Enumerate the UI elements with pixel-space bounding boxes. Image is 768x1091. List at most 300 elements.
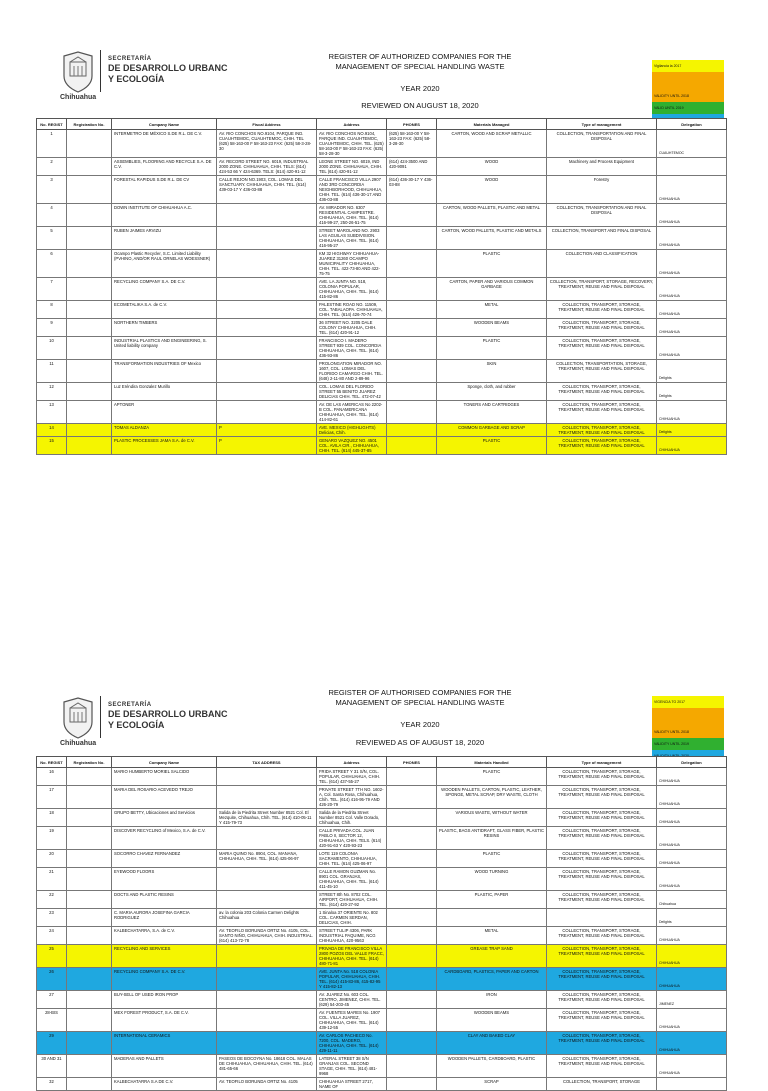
registration-number-cell [67,337,112,360]
validity-legend [652,696,724,762]
company-name-cell: DISCOVER RECYCLING of Mexico, S.A. de C.V. [112,827,217,850]
secretaria-logo [60,50,260,100]
delegation-cell: CUAUHTEMOC [657,130,727,158]
reviewed-date: REVIEWED AS OF AUGUST 18, 2020 [355,738,485,747]
company-name-cell: INTERNATIONAL CERAMICS [112,1032,217,1055]
register-title [270,688,570,708]
materials-cell: METAL [437,301,547,319]
legend-item [652,708,724,726]
management-type-cell: COLLECTION, TRANSPORT, STORAGE, TREATMENT, REUSE AND FINAL DISPOSAL [547,968,657,991]
phones-cell [387,827,437,850]
phones-cell [387,227,437,250]
management-type-cell: COLLECTION, TRANSPORT, STORAGE, TREATMENT, REUSE AND FINAL DISPOSAL [547,319,657,337]
fiscal-address-cell: av. la colonia 203 Colonia Carmen Delights Chihuahua [217,909,317,927]
materials-cell: CARTON, WOOD PALLETS, PLASTIC AND METAL [437,204,547,227]
delegation-cell: CHIHUAHUA [657,250,727,278]
address-cell: PROLONGATION MIRADOR NO. 1607, COL. LOMAS DEL FLORIDO CAMARGO CHIH. TEL. (648) 2-11-80 AND 2-89-96 [317,360,387,383]
fiscal-address-cell: MARIA QUINO No. 8904, COL. MANANA, CHIHUAHUA, CHIH. TEL. (614) 425-06-97 [217,850,317,868]
registry-number-cell: 16 [37,768,67,786]
address-cell: 36 STREET NO. 3205 DALE COLONY CHIHUAHUA, CHIH. TEL. (614) 420-91-12 [317,319,387,337]
phones-cell [387,301,437,319]
address-cell: CALLE FRANCISCO VILLA 2907 AND 3RD CONCORDIA NEIGHBORHOOD, CHIHUAHUA, CHIH. TEL. (614) 436-30-17 AND 436-03-88 [317,176,387,204]
table-row [37,968,727,991]
companies-table [36,118,727,455]
delegation-cell: CHIHUAHUA [657,227,727,250]
register-title [270,52,570,72]
registry-number-cell: 20 [37,850,67,868]
registry-number-cell: 1 [37,130,67,158]
management-type-cell: COLLECTION, TRANSPORT, STORAGE, TREATMENT, REUSE AND FINAL DISPOSAL [547,927,657,945]
title-line-2: MANAGEMENT OF SPECIAL HANDLING WASTE [335,698,505,707]
column-header: Company Name [112,757,217,768]
materials-cell: WOOD [437,176,547,204]
registry-number-cell: 24 [37,927,67,945]
company-name-cell: BUY-SELL OF USED IRON PROP [112,991,217,1009]
department-line-2: Y ECOLOGÍA [108,74,165,84]
fiscal-address-cell [217,401,317,424]
delegation-cell: Delights [657,909,727,927]
management-type-cell: COLLECTION, TRANSPORT, STORAGE, TREATMENT, REUSE AND FINAL DISPOSAL [547,786,657,809]
registry-number-cell: 26 [37,968,67,991]
legend-item: Vigilancia la 2017 [652,60,724,72]
fiscal-address-cell [217,250,317,278]
registry-number-cell: 19 [37,827,67,850]
phones-cell [387,968,437,991]
table-row [37,868,727,891]
column-header: Registration No. [67,119,112,130]
registration-number-cell [67,437,112,455]
management-type-cell: COLLECTION, TRANSPORT, STORAGE, TREATMENT, REUSE AND FINAL DISPOSAL [547,945,657,968]
phones-cell [387,278,437,301]
address-cell: PALESTINE ROAD NO. 11509, COL. TABALAOPA. CHIHUAHUA, CHIH. TEL. (614) 426-70-74 [317,301,387,319]
phones-cell [387,337,437,360]
management-type-cell: COLLECTION, TRANSPORT, STORAGE, TREATMENT, REUSE AND FINAL DISPOSAL [547,991,657,1009]
delegation-cell: CHIHUAHUA [657,809,727,827]
delegation-cell: CHIHUAHUA [657,868,727,891]
column-header: Delegation [657,119,727,130]
company-name-cell: Luz Eréndira Gonzalez Murillo [112,383,217,401]
table-row [37,1032,727,1055]
legend-item: VIGENCIA TO 2017 [652,696,724,708]
company-name-cell: TOMAS ALDANZA [112,424,217,437]
address-cell: CALLE PRIVADA COL. JUAN PABLO II, SECTOR 12, CHIHUAHUA, CHIH. TELS. (614) 420-91-63 Y 420-93-23 [317,827,387,850]
phones-cell [387,1055,437,1078]
phones-cell [387,319,437,337]
fiscal-address-cell [217,868,317,891]
company-name-cell: INDUSTRIAL PLASTICS AND ENGINEERING, S. United liability company [112,337,217,360]
address-cell: KM 32 HIGHWAY CHIHUAHUA-JUAREZ 31260 OCAMPO MUNICIPALITY CHIHUAHUA, CHIH. TEL. 422-73-80 AND 422-75-75 [317,250,387,278]
phones-cell [387,1078,437,1091]
delegation-cell: CHIHUAHUA [657,1055,727,1078]
secretaria-label: SECRETARÍA [108,702,152,708]
registration-number-cell [67,401,112,424]
materials-cell: PLASTIC [437,337,547,360]
management-type-cell: COLLECTION, TRANSPORT, STORAGE, TREATMENT, REUSE AND FINAL DISPOSAL [547,1032,657,1055]
registration-number-cell [67,176,112,204]
delegation-cell: Delights [657,424,727,437]
fiscal-address-cell: AV. TEOFILO BORUNDA ORTIZ No. 4105 [217,1078,317,1091]
column-header: PHONES [387,119,437,130]
registry-number-cell: 32 [37,1078,67,1091]
column-header: TAX ADDRESS [217,757,317,768]
management-type-cell: COLLECTION, TRANSPORT, STORAGE, TREATMENT, REUSE AND FINAL DISPOSAL [547,1009,657,1032]
company-name-cell: APTONER [112,401,217,424]
registration-number-cell [67,827,112,850]
year-label: YEAR 2020 [400,720,440,729]
company-name-cell: MARIO HUMBERTO MORIEL SALCIDO [112,768,217,786]
company-name-cell: ASSEMBLIES, FLOORING AND RECYCLE S.A. DE C.V. [112,158,217,176]
materials-cell: SCRAP [437,1078,547,1091]
table-row [37,401,727,424]
registration-number-cell [67,250,112,278]
fiscal-address-cell [217,278,317,301]
delegation-cell: CHIHUAHUA [657,850,727,868]
company-name-cell: TRANSFORMATION INDUSTRIES OF Mexico [112,360,217,383]
company-name-cell: RECYCLING COMPANY S.A. DE C.V. [112,968,217,991]
management-type-cell: COLLECTION, TRANSPORT, STORAGE, TREATMENT, REUSE AND FINAL DISPOSAL [547,383,657,401]
table-row [37,809,727,827]
address-cell: STREET MAROLAND NO. 2903 LAS AGUILAS SUBDIVISION. CHIHUAHUA, CHIH. TEL. (614) 416-95-27 [317,227,387,250]
management-type-cell: COLLECTION, TRANSPORT, STORAGE, TREATMENT, REUSE AND FINAL DISPOSAL [547,768,657,786]
table-row [37,827,727,850]
address-cell: Salida de la Piedrita Street Number 8521 Col. Valle Dorado, Chihuahua, Chih. [317,809,387,827]
fiscal-address-cell [217,319,317,337]
legend-item: VALIDITY UNTIL 2018 [652,90,724,102]
management-type-cell: COLLECTION, TRANSPORT, STORAGE, TREATMENT, REUSE AND FINAL DISPOSAL [547,401,657,424]
materials-cell: CARDBOARD, PLASTICS, PAPER AND CARTON [437,968,547,991]
management-type-cell: COLLECTION, TRANSPORT, STORAGE, TREATMENT, REUSE AND FINAL DISPOSAL [547,424,657,437]
city-name: Chihuahua [60,740,97,747]
year-label: YEAR 2020 [400,84,440,93]
secretaria-label: SECRETARÍA [108,56,152,62]
delegation-cell: CHIHUAHUA [657,827,727,850]
management-type-cell: COLLECTION, TRANSPORT, STORAGE, TREATMENT, REUSE AND FINAL DISPOSAL [547,809,657,827]
materials-cell: PLASTIC [437,850,547,868]
chihuahua-seal-icon [60,696,96,740]
company-name-cell: PLASTIC PROCESSES JAMA S.A. de C.V. [112,437,217,455]
fiscal-address-cell [217,337,317,360]
fiscal-address-cell [217,204,317,227]
address-cell: GENARO VAZQUEZ NO. 4501 COL. AVILA CIR., CHIHUAHUA, CHIH. TEL. (614) 445-37-85 [317,437,387,455]
management-type-cell: COLLECTION, TRANSPORT, STORAGE, TREATMENT, REUSE AND FINAL DISPOSAL [547,437,657,455]
materials-cell: METAL [437,927,547,945]
company-name-cell: SOCORRO CHAVEZ FERNANDEZ [112,850,217,868]
registry-number-cell: 12 [37,383,67,401]
column-header: Type of management [547,757,657,768]
phones-cell [387,945,437,968]
table-row [37,437,727,455]
phones-cell [387,401,437,424]
chihuahua-seal-icon [60,50,96,94]
table-row [37,1055,727,1078]
company-name-cell: DOCTS AND PLASTIC RESINS [112,891,217,909]
address-cell: LOTE 119 COLONIA SACRAMENTO, CHIHUAHUA, CHIH. TEL. (614) 425-06-97 [317,850,387,868]
title-line-1: REGISTER OF AUTHORIZED COMPANIES FOR THE [328,52,512,61]
phones-cell: (614) 424-3500 AND 420-9091 [387,158,437,176]
management-type-cell: COLLECTION, TRANSPORT, STORAGE, TREATMENT, REUSE AND FINAL DISPOSAL [547,1055,657,1078]
company-name-cell: KALBECHATARRA, S.A. de C.V. [112,927,217,945]
delegation-cell: CHIHUAHUA [657,927,727,945]
delegation-cell: CHIHUAHUA [657,401,727,424]
fiscal-address-cell [217,383,317,401]
delegation-cell: CHIHUAHUA [657,319,727,337]
company-name-cell: GRUPO BETTY, Ubicaciones and Servicios [112,809,217,827]
address-cell: CHIHUAHUA STREET 2717, NAME OF [317,1078,387,1091]
table-row [37,945,727,968]
fiscal-address-cell: AV. TEOFILO BORUNDA ORTIZ No. 4105, COL. SANTO NIÑO, CHIHUAHUA, CHIH. INDUSTRIAL. (614) 413-72-78 [217,927,317,945]
address-cell: AVE. MEXICO (HIGHLIGHTS) Delicias, Chih. [317,424,387,437]
delegation-cell: CHIHUAHUA [657,337,727,360]
company-name-cell: MADERAS AND PALLETS [112,1055,217,1078]
registration-number-cell [67,968,112,991]
table-row [37,768,727,786]
column-header: Materials Managed [437,119,547,130]
materials-cell: CARTON, WOOD PALLETS, PLASTIC AND METALS [437,227,547,250]
management-type-cell: COLLECTION, TRANSPORT, STORAGE [547,1078,657,1091]
address-cell: AV. JUAREZ No. 603 COL. CENTRO, JIMENEZ, CHIH. TEL. (629) 54-203-45 [317,991,387,1009]
phones-cell [387,383,437,401]
title-line-1: REGISTER OF AUTHORISED COMPANIES FOR THE [328,688,512,697]
logo-divider [100,50,101,92]
company-name-cell: Ocampo Plastic Recycler, S.C. Limited Liability (PVHINO, AND/OR RAUL ORNELAS WOESSNER) [112,250,217,278]
company-name-cell: KALBECHATARRA S.A DE C.V. [112,1078,217,1091]
management-type-cell: COLLECTION, TRANSPORT AND FINAL DISPOSAL [547,227,657,250]
fiscal-address-cell [217,1032,317,1055]
delegation-cell: CHIHUAHUA [657,1009,727,1032]
registry-number-cell: 18 [37,809,67,827]
fiscal-address-cell [217,991,317,1009]
management-type-cell: COLLECTION, TRANSPORT, STORAGE, TREATMENT, REUSE AND FINAL DISPOSAL [547,301,657,319]
registration-number-cell [67,158,112,176]
fiscal-address-cell: P [217,424,317,437]
table-row [37,176,727,204]
materials-cell: PLASTIC [437,437,547,455]
registry-number-cell: 14 [37,424,67,437]
registration-number-cell [67,383,112,401]
delegation-cell: CHIHUAHUA [657,301,727,319]
phones-cell: (614) 436-30-17 Y 436-03-88 [387,176,437,204]
column-header: Address [317,757,387,768]
phones-cell [387,204,437,227]
company-name-cell: RUBEN JAIMES ARVIZU [112,227,217,250]
registration-number-cell [67,424,112,437]
company-name-cell: NORTHERN TIMBERS [112,319,217,337]
phones-cell [387,250,437,278]
registry-number-cell: 30 AND 31 [37,1055,67,1078]
company-name-cell: RECYCLING AND SERVICES [112,945,217,968]
delegation-cell: CHIHUAHUA [657,768,727,786]
delegation-cell: Delights [657,360,727,383]
management-type-cell: COLLECTION, TRANSPORTATION, STORAGE, TREATMENT, REUSE AND FINAL DISPOSAL [547,360,657,383]
column-header: Delegation [657,757,727,768]
registration-number-cell [67,868,112,891]
materials-cell: IRON [437,991,547,1009]
materials-cell: GREASE TRAP SAND [437,945,547,968]
company-name-cell: C. MARIA AURORA JOSEFINA GARCIA RODRIGUEZ [112,909,217,927]
registry-number-cell: 15 [37,437,67,455]
table-row [37,383,727,401]
phones-cell [387,1032,437,1055]
phones-cell [387,927,437,945]
column-header: Materials Handled [437,757,547,768]
management-type-cell: COLLECTION, TRANSPORT, STORAGE, TREATMENT, REUSE AND FINAL DISPOSAL [547,868,657,891]
materials-cell: COMMON GARBAGE AND SCRAP [437,424,547,437]
materials-cell: PLASTIC [437,250,547,278]
phones-cell [387,786,437,809]
address-cell: PRIVATE STREET 7TH NO. 1602-A, Col. Santa Rosa, Chihuahua, Chih. TEL. (614) 416-95-79 AND 426-20-79 [317,786,387,809]
delegation-cell: CHIHUAHUA [657,437,727,455]
fiscal-address-cell: AV. RIO CONCHOS NO.9104, PARQUE IND. CUAUHTEMOC, CUAUHTEMOC, CHIH. TEL (625) 58-163-00 F 58-163-23 FAX: (625) 58-3-28-30 [217,130,317,158]
fiscal-address-cell [217,827,317,850]
management-type-cell [547,909,657,927]
registration-number-cell [67,227,112,250]
delegation-cell: CHIHUAHUA [657,945,727,968]
materials-cell: CLAY AND BAKED CLAY [437,1032,547,1055]
registration-number-cell [67,1055,112,1078]
logo-divider [100,696,101,738]
delegation-cell: JIMENEZ [657,991,727,1009]
delegation-cell: CHIHUAHUA [657,968,727,991]
fiscal-address-cell [217,945,317,968]
address-cell: AV. CARLOS PACHECO No. 7200, COL. MADERO, CHIHUAHUA, CHIH. TEL. (614) 429-11-11 [317,1032,387,1055]
fiscal-address-cell [217,768,317,786]
address-cell: PRIVADA DE FRANCISCO VILLA 2800 POZOS DEL VALLE FRACC, CHIHUAHUA, CHIH. TEL. (614) 480-71-81 [317,945,387,968]
registration-number-cell [67,991,112,1009]
fiscal-address-cell [217,301,317,319]
registration-number-cell [67,945,112,968]
phones-cell [387,850,437,868]
fiscal-address-cell: CALLE REJON NO.1903, COL. LOMAS DEL SANCTUARY. CHIHUAHUA, CHIH. TEL. (614) 439-03-17 Y 436-03-88 [217,176,317,204]
management-type-cell: Machinery and Process Equipment [547,158,657,176]
fiscal-address-cell [217,227,317,250]
delegation-cell: CHIHUAHUA [657,786,727,809]
table-row [37,891,727,909]
materials-cell: SKIN [437,360,547,383]
validity-legend [652,60,724,126]
address-cell: LATERAL STREET 38 S/N GRANJAS COL. SECOND STAGE, CHIH. TEL. (614) 481-9968 [317,1055,387,1078]
company-name-cell: RECYCLING COMPANY S.A. DE C.V. [112,278,217,301]
fiscal-address-cell [217,360,317,383]
column-header: Fiscal Address [217,119,317,130]
registry-number-cell: 2 [37,158,67,176]
registration-number-cell [67,927,112,945]
address-cell: AVE. LA JUNTA NO. 518, COLONIA POPULAR, CHIHUAHUA, CHIH. TEL. (614) 415-82-86 [317,278,387,301]
table-row [37,158,727,176]
secretaria-logo [60,696,260,746]
materials-cell: Sponge, cloth, and rubber [437,383,547,401]
registration-number-cell [67,130,112,158]
company-name-cell: EYEWOOD FLOORS [112,868,217,891]
materials-cell: PLASTIC [437,768,547,786]
address-cell: CALLE RAMON GUZMAN No. 8901 COL. GRANJAS, CHIHUAHUA, CHIH. TEL. (614) 411-45-10 [317,868,387,891]
city-name: Chihuahua [60,94,97,101]
materials-cell: WOODEN PALLETS, CARTON, PLASTIC, LEATHER, SPONGE, METAL SCRAP, DRY WASTE, CLOTH [437,786,547,809]
delegation-cell: CHIHUAHUA [657,204,727,227]
address-cell: AV. MIRADOR NO. 6307 RESIDENTIAL CAMPESTRE. CHIHUAHUA, CHIH. TEL. (614) 416-99-27, 250-26-51-75 [317,204,387,227]
phones-cell [387,424,437,437]
delegation-cell: CHIHUAHUA [657,278,727,301]
company-name-cell: MARIA DEL ROSARIO ACEVEDO TREJO [112,786,217,809]
fiscal-address-cell: Salida de la Piedrita Street Number 8521 Col. El Mezquite, Chihuahua, Chih. TEL. (614) 410-05-11 Y 415-79-73 [217,809,317,827]
address-cell: STREET 8th No. 8702 COL. AIRPORT, CHIHUAHUA, CHIH. TEL. (614) 420-27-92 [317,891,387,909]
registry-number-cell: 17 [37,786,67,809]
delegation-cell [657,1078,727,1091]
table-row [37,130,727,158]
table-row [37,301,727,319]
phones-cell [387,909,437,927]
fiscal-address-cell [217,1009,317,1032]
registry-number-cell: 13 [37,401,67,424]
registry-number-cell: 28-BIS [37,1009,67,1032]
management-type-cell: COLLECTION, TRANSPORT, STORAGE, TREATMENT, REUSE AND FINAL DISPOSAL [547,891,657,909]
materials-cell: CARTON, WOOD AND SCRAP METALLIC [437,130,547,158]
materials-cell: PLASTIC, PAPER [437,891,547,909]
column-header: No. REGIST [37,119,67,130]
table-row [37,1009,727,1032]
registration-number-cell [67,809,112,827]
legend-item: VALIDITY UNTIL 2018 [652,726,724,738]
fiscal-address-cell [217,891,317,909]
materials-cell: WOOD TURNING [437,868,547,891]
delegation-cell: Delights [657,383,727,401]
fiscal-address-cell: AV. RECORD STREET NO. 6019, INDUSTRIAL 2000 ZONE. CHIHUAHUA, CHIH. TELS: (614) 424-53 66 Y 424-6369. TELS: (614) 420-91-12 [217,158,317,176]
company-name-cell: MEX FOREST PRODUCT, S.A. DE C.V. [112,1009,217,1032]
registry-number-cell: 25 [37,945,67,968]
registry-number-cell: 21 [37,868,67,891]
address-cell: STREET TULIP 4306, PARK INDUSTRIAL PAQUIME, NCG CHIHUAHUA, 420-9563 [317,927,387,945]
table-row [37,337,727,360]
table-row [37,227,727,250]
delegation-cell: CHIHUAHUA [657,176,727,204]
address-cell: AV. DE LAS AMERICAS No 2202-B COL. PANAMERICANA CHIHUAHUA, CHIH. TEL. (614) 414-82-61 [317,401,387,424]
materials-cell: WOODEN PALLETS, CARDBOARD, PLASTIC [437,1055,547,1078]
delegation-cell [657,158,727,176]
phones-cell: (625) 58-163-00 Y 58-163-23 FAX: (625) 58-3-28-30 [387,130,437,158]
registry-number-cell: 22 [37,891,67,909]
management-type-cell: COLLECTION, TRANSPORTATION AND FINAL DISPOSAL [547,130,657,158]
registry-number-cell: 23 [37,909,67,927]
materials-cell: VARIOUS WASTE, WITHOUT WATER [437,809,547,827]
fiscal-address-cell [217,968,317,991]
table-row [37,909,727,927]
table-row [37,250,727,278]
department-line-1: DE DESARROLLO URBANC [108,709,228,719]
column-header: Company Name [112,119,217,130]
registry-number-cell: 11 [37,360,67,383]
fiscal-address-cell [217,786,317,809]
table-row [37,319,727,337]
registry-number-cell: 9 [37,319,67,337]
phones-cell [387,891,437,909]
phones-cell [387,809,437,827]
registration-number-cell [67,301,112,319]
materials-cell: TONERS AND CARTRIDGES [437,401,547,424]
address-cell: FRIDA STREET Y 31 S/N, COL. POPULAR, CHIHUAHUA, CHIH. TEL. (614) 437-55-27 [317,768,387,786]
address-cell: AV. RIO CONCHOS NO.9104, PARQUE IND. CUAUHTEMOC, CUAUHTEMOC, CHIH. TEL. (625) 58-163-00 F 58-163-23 FAX: (625) 58-3-28-30 [317,130,387,158]
materials-cell: PLASTIC, BAGS ANTIDRAFT, GLASS FIBER, PLASTIC RESINS [437,827,547,850]
reviewed-date: REVIEWED ON AUGUST 18, 2020 [361,101,479,110]
registration-number-cell [67,1009,112,1032]
registry-number-cell: 7 [37,278,67,301]
company-name-cell: FORESTAL RAPIDUS S.DE R.L. DE CV [112,176,217,204]
department-line-1: DE DESARROLLO URBANC [108,63,228,73]
registration-number-cell [67,1032,112,1055]
address-cell: 1 Sinaloa 37 ORIENTE No. 802 COL. CARMEN SERDAN, DELICIAS, CHIH. [317,909,387,927]
registry-number-cell: 8 [37,301,67,319]
address-cell: LEONE STREET NO. 6019, IND 2000 ZONE. CHIHUAHUA, CHIH. TEL (614) 420-91-12 [317,158,387,176]
delegation-cell: Chihuahua [657,891,727,909]
table-row [37,1078,727,1091]
